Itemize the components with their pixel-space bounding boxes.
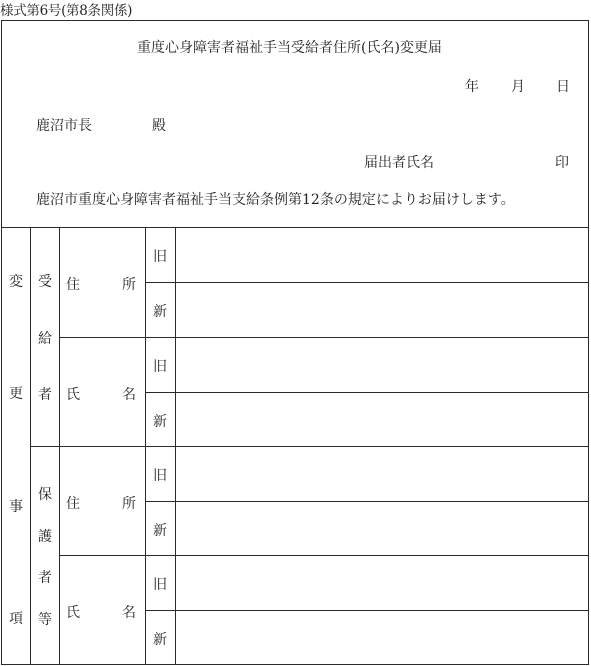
addressee-honorific: 殿: [152, 118, 166, 134]
recipient-label-char: 者: [38, 387, 52, 403]
table-divider: [145, 610, 589, 611]
statement-text: 鹿沼市重度心身障害者福祉手当支給条例第12条の規定によりお届けします。: [36, 192, 515, 208]
form-number-label: 様式第6号(第8条関係): [0, 3, 133, 19]
address-label: 所: [122, 496, 136, 512]
new-label: 新: [153, 632, 167, 648]
section-label-char: 更: [9, 386, 23, 402]
recipient-label-char: 受: [38, 274, 52, 290]
old-label: 旧: [153, 359, 167, 375]
old-label: 旧: [153, 577, 167, 593]
guardian-label-char: 者: [38, 570, 52, 586]
addressee-mayor: 鹿沼市長: [36, 118, 92, 134]
new-label: 新: [153, 414, 167, 430]
recipient-label-char: 給: [38, 331, 52, 347]
section-label-char: 事: [9, 499, 23, 515]
guardian-label-char: 等: [38, 612, 52, 628]
new-label: 新: [153, 304, 167, 320]
applicant-name-label: 届出者氏名: [364, 155, 434, 171]
table-top-border: [1, 227, 589, 228]
name-label: 氏: [66, 387, 80, 403]
table-divider: [59, 555, 589, 556]
table-divider: [30, 446, 589, 447]
name-label: 名: [122, 605, 136, 621]
old-label: 旧: [153, 468, 167, 484]
new-label: 新: [153, 523, 167, 539]
table-divider: [145, 282, 589, 283]
table-divider: [59, 337, 589, 338]
form-title: 重度心身障害者福祉手当受給者住所(氏名)変更届: [137, 40, 442, 56]
guardian-label-char: 護: [38, 529, 52, 545]
name-label: 氏: [66, 605, 80, 621]
date-day-label: 日: [556, 79, 570, 95]
section-label-char: 項: [9, 611, 23, 627]
name-label: 名: [122, 387, 136, 403]
table-divider: [145, 392, 589, 393]
address-label: 住: [66, 277, 80, 293]
guardian-label-char: 保: [38, 487, 52, 503]
table-divider: [145, 501, 589, 502]
seal-mark: 印: [555, 155, 569, 171]
date-month-label: 月: [511, 79, 525, 95]
section-label-char: 変: [9, 274, 23, 290]
date-year-label: 年: [465, 79, 479, 95]
address-label: 所: [122, 277, 136, 293]
old-label: 旧: [153, 249, 167, 265]
address-label: 住: [66, 496, 80, 512]
